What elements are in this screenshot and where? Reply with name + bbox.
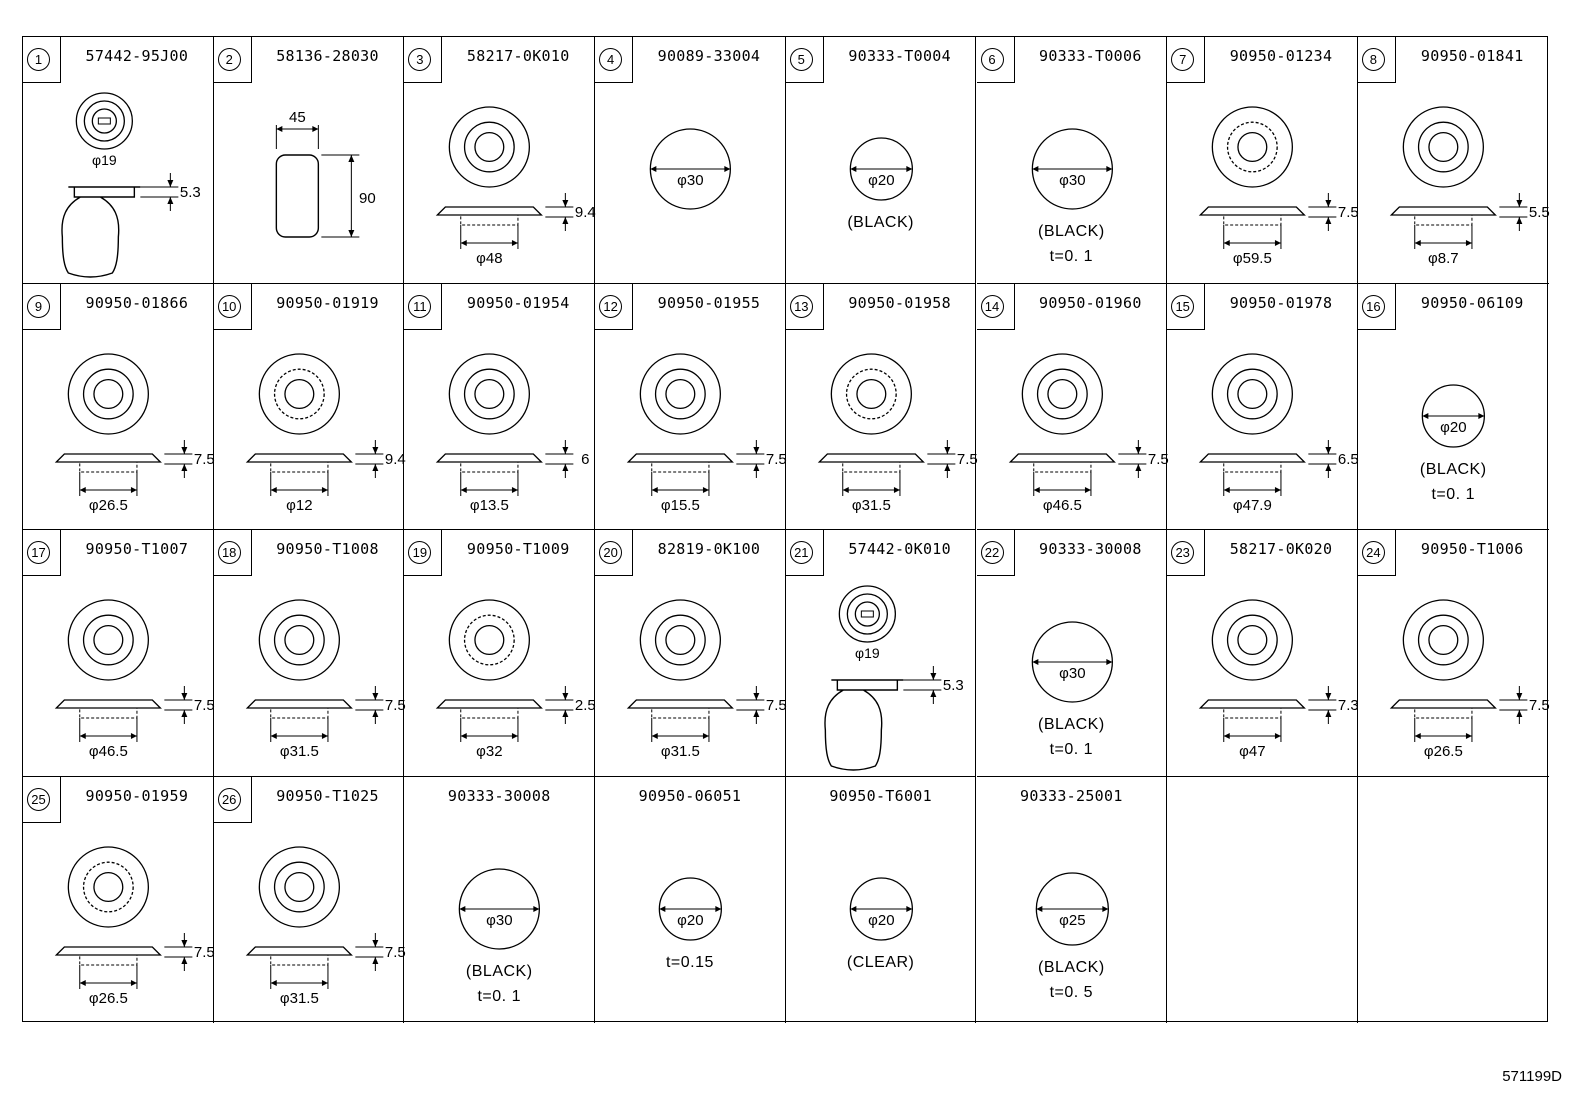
part-note: (CLEAR) bbox=[846, 953, 915, 971]
part-note: (BLACK) bbox=[1038, 958, 1105, 976]
callout-number-label: 4 bbox=[599, 48, 622, 71]
part-drawing bbox=[23, 284, 214, 531]
part-number: 90950-T1008 bbox=[276, 540, 379, 558]
diameter-label: φ8.7 bbox=[1427, 250, 1459, 267]
callout-number-label: 1 bbox=[27, 48, 50, 71]
part-cell bbox=[404, 37, 595, 284]
part-drawing bbox=[1167, 530, 1358, 777]
part-number: 90950-06109 bbox=[1420, 293, 1524, 312]
part-drawing bbox=[214, 284, 405, 531]
callout-number-label: 12 bbox=[599, 295, 622, 318]
part-number: 90950-01959 bbox=[85, 786, 189, 805]
callout-number-label: 23 bbox=[1171, 541, 1194, 564]
diameter-label: φ20 bbox=[867, 172, 895, 189]
part-drawing bbox=[595, 37, 786, 284]
height-label: 7.5 bbox=[1528, 697, 1550, 714]
height-label: 5.3 bbox=[179, 184, 201, 201]
diameter-label: φ13.5 bbox=[470, 496, 510, 514]
height-label: 5.3 bbox=[942, 677, 964, 694]
part-cell bbox=[23, 530, 214, 777]
height-label: 7.5 bbox=[193, 450, 215, 468]
part-drawing bbox=[977, 284, 1168, 531]
part-drawing bbox=[23, 530, 214, 777]
figure-id: 571199D bbox=[1502, 1068, 1562, 1085]
part-cell bbox=[977, 37, 1168, 284]
diameter-label: φ19 bbox=[854, 645, 880, 661]
height-label: 2.5 bbox=[575, 697, 597, 714]
part-number: 90089-33004 bbox=[657, 47, 761, 65]
callout-number-label: 17 bbox=[27, 541, 50, 564]
part-number: 90950-T1025 bbox=[276, 786, 379, 805]
diameter-label: φ20 bbox=[1440, 418, 1467, 436]
height-label: 7.5 bbox=[1147, 450, 1169, 468]
part-drawing bbox=[404, 530, 595, 777]
part-cell bbox=[786, 37, 977, 284]
part-cell bbox=[1167, 530, 1358, 777]
part-number: 90950-T1006 bbox=[1420, 540, 1524, 558]
callout-number-label: 11 bbox=[408, 295, 431, 318]
part-note: t=0. 1 bbox=[1431, 485, 1475, 503]
part-cell bbox=[977, 777, 1168, 1024]
diameter-label: φ26.5 bbox=[1423, 743, 1463, 760]
part-cell bbox=[404, 777, 595, 1024]
callout-number-label: 24 bbox=[1362, 541, 1385, 564]
part-drawing bbox=[23, 777, 214, 1024]
part-note: (BLACK) bbox=[1038, 223, 1105, 240]
diameter-label: φ30 bbox=[1058, 172, 1086, 189]
diameter-label: φ15.5 bbox=[660, 496, 700, 514]
diameter-label: φ47 bbox=[1239, 743, 1266, 760]
part-cell bbox=[23, 37, 214, 284]
part-number: 90333-25001 bbox=[1020, 786, 1123, 805]
part-number: 90333-T0006 bbox=[1039, 47, 1142, 65]
part-number: 90950-T1009 bbox=[466, 540, 570, 558]
part-number: 90950-01919 bbox=[276, 293, 379, 312]
diameter-label: φ26.5 bbox=[88, 496, 128, 514]
part-cell bbox=[1167, 284, 1358, 531]
callout-number-label: 6 bbox=[981, 48, 1004, 71]
callout-number-label: 3 bbox=[408, 48, 431, 71]
part-number: 90950-T6001 bbox=[829, 786, 932, 805]
part-note: t=0. 1 bbox=[477, 987, 521, 1005]
height-label: 5.5 bbox=[1528, 204, 1550, 221]
diameter-label: φ32 bbox=[476, 743, 503, 760]
part-cell bbox=[595, 284, 786, 531]
height-label: 7.5 bbox=[956, 450, 978, 468]
callout-number-label: 8 bbox=[1362, 48, 1385, 71]
part-drawing bbox=[977, 37, 1168, 284]
part-drawing bbox=[214, 530, 405, 777]
height-label: 90 bbox=[358, 190, 376, 207]
diameter-label: φ20 bbox=[867, 911, 895, 929]
callout-number-label: 15 bbox=[1171, 295, 1194, 318]
callout-number-label: 18 bbox=[218, 541, 241, 564]
diameter-label: φ31.5 bbox=[279, 743, 319, 760]
diameter-label: φ30 bbox=[677, 172, 704, 189]
part-cell bbox=[786, 777, 977, 1024]
part-cell bbox=[786, 530, 977, 777]
part-number: 82819-0K100 bbox=[657, 540, 761, 558]
part-cell bbox=[404, 284, 595, 531]
height-label: 9.4 bbox=[575, 204, 597, 221]
part-drawing bbox=[404, 284, 595, 531]
part-drawing bbox=[595, 777, 786, 1024]
part-drawing bbox=[977, 530, 1168, 777]
part-cell bbox=[1358, 530, 1549, 777]
part-cell bbox=[595, 37, 786, 284]
diameter-label: φ20 bbox=[677, 911, 704, 929]
part-note: (BLACK) bbox=[465, 962, 533, 980]
part-drawing bbox=[1358, 37, 1549, 284]
part-cell bbox=[977, 284, 1168, 531]
diameter-label: φ25 bbox=[1058, 911, 1086, 929]
part-number: 57442-95J00 bbox=[85, 47, 189, 65]
callout-number-label: 13 bbox=[790, 295, 813, 318]
part-number: 90950-01958 bbox=[848, 293, 951, 312]
part-drawing bbox=[23, 37, 214, 284]
part-drawing bbox=[595, 530, 786, 777]
part-cell bbox=[214, 777, 405, 1024]
callout-number-label: 20 bbox=[599, 541, 622, 564]
diameter-label: φ46.5 bbox=[88, 743, 128, 760]
part-cell bbox=[595, 530, 786, 777]
callout-number-label: 26 bbox=[218, 788, 241, 811]
part-number: 90950-06051 bbox=[638, 786, 742, 805]
diameter-label: φ46.5 bbox=[1042, 496, 1082, 514]
part-number: 90950-01841 bbox=[1420, 47, 1524, 65]
diameter-label: φ48 bbox=[476, 250, 503, 267]
part-number: 90950-01234 bbox=[1229, 47, 1333, 65]
part-number: 90950-01978 bbox=[1229, 293, 1333, 312]
height-label: 6.5 bbox=[1338, 450, 1359, 468]
part-number: 58136-28030 bbox=[276, 47, 379, 65]
part-note: t=0.15 bbox=[665, 953, 714, 971]
diameter-label: φ47.9 bbox=[1233, 496, 1272, 514]
callout-number-label: 9 bbox=[27, 295, 50, 318]
diameter-label: φ31.5 bbox=[279, 989, 319, 1007]
part-drawing bbox=[404, 777, 595, 1024]
diameter-label: φ30 bbox=[486, 911, 513, 929]
part-cell bbox=[23, 284, 214, 531]
part-cell bbox=[214, 284, 405, 531]
part-note: (BLACK) bbox=[1038, 716, 1105, 733]
part-drawing bbox=[1358, 530, 1549, 777]
diameter-label: φ31.5 bbox=[851, 496, 891, 514]
callout-number-label: 21 bbox=[790, 541, 813, 564]
part-cell bbox=[786, 284, 977, 531]
part-cell bbox=[1358, 284, 1549, 531]
part-drawing bbox=[595, 284, 786, 531]
part-note: t=0. 1 bbox=[1049, 741, 1094, 758]
height-label: 7.5 bbox=[766, 697, 787, 714]
part-note: (BLACK) bbox=[847, 214, 914, 231]
callout-number-label: 25 bbox=[27, 788, 50, 811]
callout-number-label: 10 bbox=[218, 295, 241, 318]
part-cell bbox=[404, 530, 595, 777]
callout-number-label: 22 bbox=[981, 541, 1004, 564]
part-drawing bbox=[404, 37, 595, 284]
part-drawing bbox=[786, 37, 977, 284]
width-label: 45 bbox=[288, 109, 306, 126]
part-cell bbox=[214, 37, 405, 284]
part-number: 57442-0K010 bbox=[848, 540, 951, 558]
height-label: 9.4 bbox=[384, 450, 406, 468]
part-drawing bbox=[786, 777, 977, 1024]
part-cell bbox=[1358, 37, 1549, 284]
height-label: 7.5 bbox=[384, 697, 406, 714]
part-cell bbox=[23, 777, 214, 1024]
callout-number-label: 16 bbox=[1362, 295, 1385, 318]
diameter-label: φ19 bbox=[92, 152, 117, 168]
part-number: 90950-T1007 bbox=[85, 540, 189, 558]
part-number: 90950-01955 bbox=[657, 293, 761, 312]
part-drawing bbox=[214, 777, 405, 1024]
diameter-label: φ26.5 bbox=[88, 989, 128, 1007]
part-number: 90333-30008 bbox=[1039, 540, 1142, 558]
part-note: (BLACK) bbox=[1419, 460, 1487, 478]
height-label: 7.5 bbox=[1338, 204, 1359, 221]
callout-number-label: 5 bbox=[790, 48, 813, 71]
part-drawing bbox=[786, 530, 977, 777]
part-drawing bbox=[1167, 37, 1358, 284]
part-number: 90333-T0004 bbox=[848, 47, 951, 65]
part-note: t=0. 1 bbox=[1049, 248, 1094, 265]
height-label: 7.5 bbox=[766, 450, 787, 468]
part-number: 90333-30008 bbox=[447, 786, 551, 805]
height-label: 6 bbox=[581, 450, 590, 468]
empty-cell bbox=[1358, 777, 1549, 1024]
part-number: 58217-0K010 bbox=[466, 47, 570, 65]
part-cell bbox=[977, 530, 1168, 777]
part-cell bbox=[1167, 37, 1358, 284]
part-drawing bbox=[786, 284, 977, 531]
callout-number-label: 2 bbox=[218, 48, 241, 71]
empty-cell bbox=[1167, 777, 1358, 1024]
part-drawing bbox=[1167, 284, 1358, 531]
callout-number-label: 7 bbox=[1171, 48, 1194, 71]
part-cell bbox=[214, 530, 405, 777]
part-number: 90950-01960 bbox=[1039, 293, 1142, 312]
height-label: 7.3 bbox=[1338, 697, 1359, 714]
part-drawing bbox=[214, 37, 405, 284]
part-note: t=0. 5 bbox=[1049, 983, 1094, 1001]
part-cell bbox=[595, 777, 786, 1024]
height-label: 7.5 bbox=[193, 697, 215, 714]
diameter-label: φ31.5 bbox=[660, 743, 700, 760]
part-number: 58217-0K020 bbox=[1229, 540, 1333, 558]
callout-number-label: 19 bbox=[408, 541, 431, 564]
height-label: 7.5 bbox=[193, 943, 215, 961]
part-number: 90950-01866 bbox=[85, 293, 189, 312]
callout-number-label: 14 bbox=[981, 295, 1004, 318]
part-number: 90950-01954 bbox=[466, 293, 570, 312]
diameter-label: φ12 bbox=[285, 496, 313, 514]
diameter-label: φ30 bbox=[1058, 665, 1086, 682]
diameter-label: φ59.5 bbox=[1233, 250, 1272, 267]
parts-grid bbox=[22, 36, 1548, 1022]
height-label: 7.5 bbox=[384, 943, 406, 961]
